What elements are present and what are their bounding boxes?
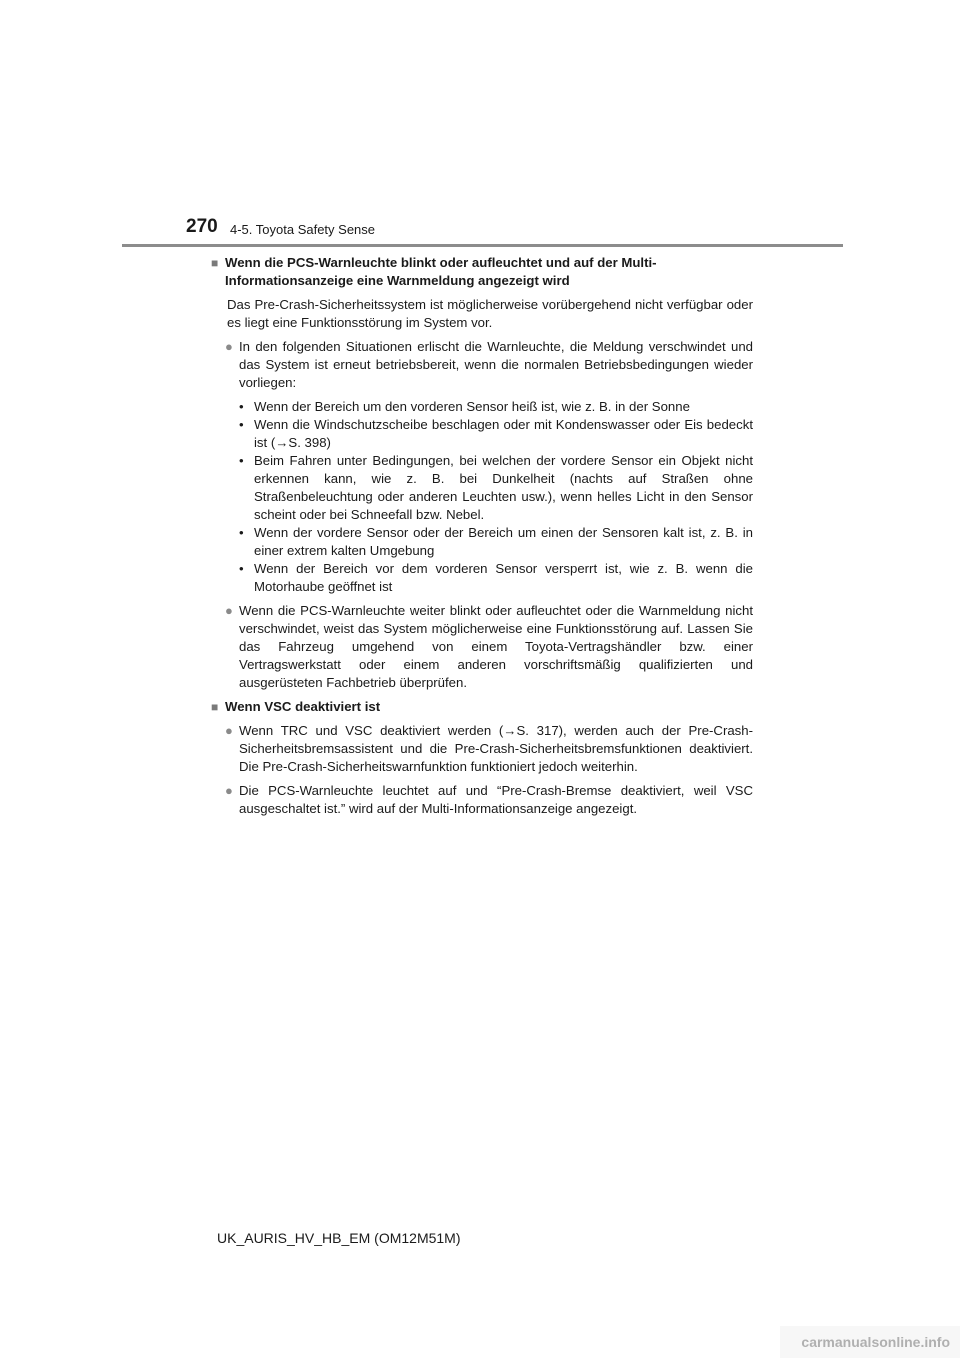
section-title: 4-5. Toyota Safety Sense <box>230 222 376 237</box>
dot-icon: • <box>239 561 244 576</box>
list-item-text: In den folgenden Situationen erlischt die Warnleuchte, die Meldung verschwindet und das System ist erneut betriebsbereit, wenn die normalen Betriebsbedingungen wieder vorliegen: <box>239 339 753 390</box>
watermark <box>780 1326 960 1358</box>
dot-icon: • <box>239 417 244 432</box>
dot-icon: • <box>239 453 244 468</box>
list-item <box>211 602 753 692</box>
sub-list-item <box>239 560 753 596</box>
header-divider <box>122 244 843 247</box>
circle-bullet-icon: ● <box>225 723 233 738</box>
sub-list-item-text: Wenn der Bereich vor dem vorderen Sensor versperrt ist, wie z. B. wenn die Motorhaube geöffnet ist <box>254 561 753 594</box>
heading-text: Wenn die PCS-Warnleuchte blinkt oder aufleuchtet und auf der Multi-Informationsanzeige eine Warnmeldung angezeigt wird <box>225 255 657 288</box>
sub-list-item-text: Wenn die Windschutzscheibe beschlagen oder mit Kondenswasser oder Eis bedeckt ist (→S. 398) <box>254 417 753 450</box>
sub-list-item-text: Wenn der vordere Sensor oder der Bereich um einen der Sensoren kalt ist, z. B. in einer extrem kalten Umgebung <box>254 525 753 558</box>
document-code: UK_AURIS_HV_HB_EM (OM12M51M) <box>217 1230 461 1246</box>
sub-list-item-text: Beim Fahren unter Bedingungen, bei welchen der vordere Sensor ein Objekt nicht erkennen kann, wie z. B. bei Dunkelheit (nachts auf Straßen ohne Straßenbeleuchtung oder anderen Leuchten usw.), wenn helles Licht in den Sensor scheint oder bei Schneefall bzw. Nebel. <box>254 453 753 522</box>
section-heading <box>211 698 753 716</box>
sub-list-item <box>239 524 753 560</box>
square-bullet-icon: ■ <box>211 700 219 714</box>
page-number: 270 <box>186 216 218 237</box>
circle-bullet-icon: ● <box>225 603 233 618</box>
list-item <box>211 338 753 392</box>
watermark-text: carmanualsonline.info <box>801 1334 950 1350</box>
sub-list <box>211 398 753 596</box>
list-item-text: Wenn die PCS-Warnleuchte weiter blinkt oder aufleuchtet oder die Warnmeldung nicht verschwindet, weist das System möglicherweise eine Funktionsstörung auf. Lassen Sie das Fahrzeug umgehend von einem Toyota-Vertragshändler bzw. einer Vertragswerkstatt oder einem anderen vorschriftsmäßig qualifizierten und ausgerüsteten Fachbetrieb überprüfen. <box>239 603 753 690</box>
sub-list-item <box>239 452 753 524</box>
heading-text: Wenn VSC deaktiviert ist <box>225 699 381 714</box>
list-item-text: Wenn TRC und VSC deaktiviert werden (→S. 317), werden auch der Pre-Crash-Sicherheitsbremsassistent und die Pre-Crash-Sicherheitsbremsfunktionen deaktiviert. Die Pre-Crash-Sicherheitswarnfunktion funktioniert jedoch weiterhin. <box>239 723 753 774</box>
page-content <box>211 254 753 818</box>
sub-list-item <box>239 416 753 452</box>
list-item <box>211 782 753 818</box>
list-item <box>211 722 753 776</box>
dot-icon: • <box>239 525 244 540</box>
square-bullet-icon: ■ <box>211 256 219 270</box>
list-item-text: Die PCS-Warnleuchte leuchtet auf und “Pre-Crash-Bremse deaktiviert, weil VSC ausgeschaltet ist.” wird auf der Multi-Informationsanzeige angezeigt. <box>239 783 753 816</box>
circle-bullet-icon: ● <box>225 339 233 354</box>
section-heading <box>211 254 753 290</box>
intro-paragraph: Das Pre-Crash-Sicherheitssystem ist möglicherweise vorübergehend nicht verfügbar oder es liegt eine Funktionsstörung im System vor. <box>227 297 753 330</box>
dot-icon: • <box>239 399 244 414</box>
sub-list-item <box>239 398 753 416</box>
sub-list-item-text: Wenn der Bereich um den vorderen Sensor heiß ist, wie z. B. in der Sonne <box>254 399 690 414</box>
circle-bullet-icon: ● <box>225 783 233 798</box>
